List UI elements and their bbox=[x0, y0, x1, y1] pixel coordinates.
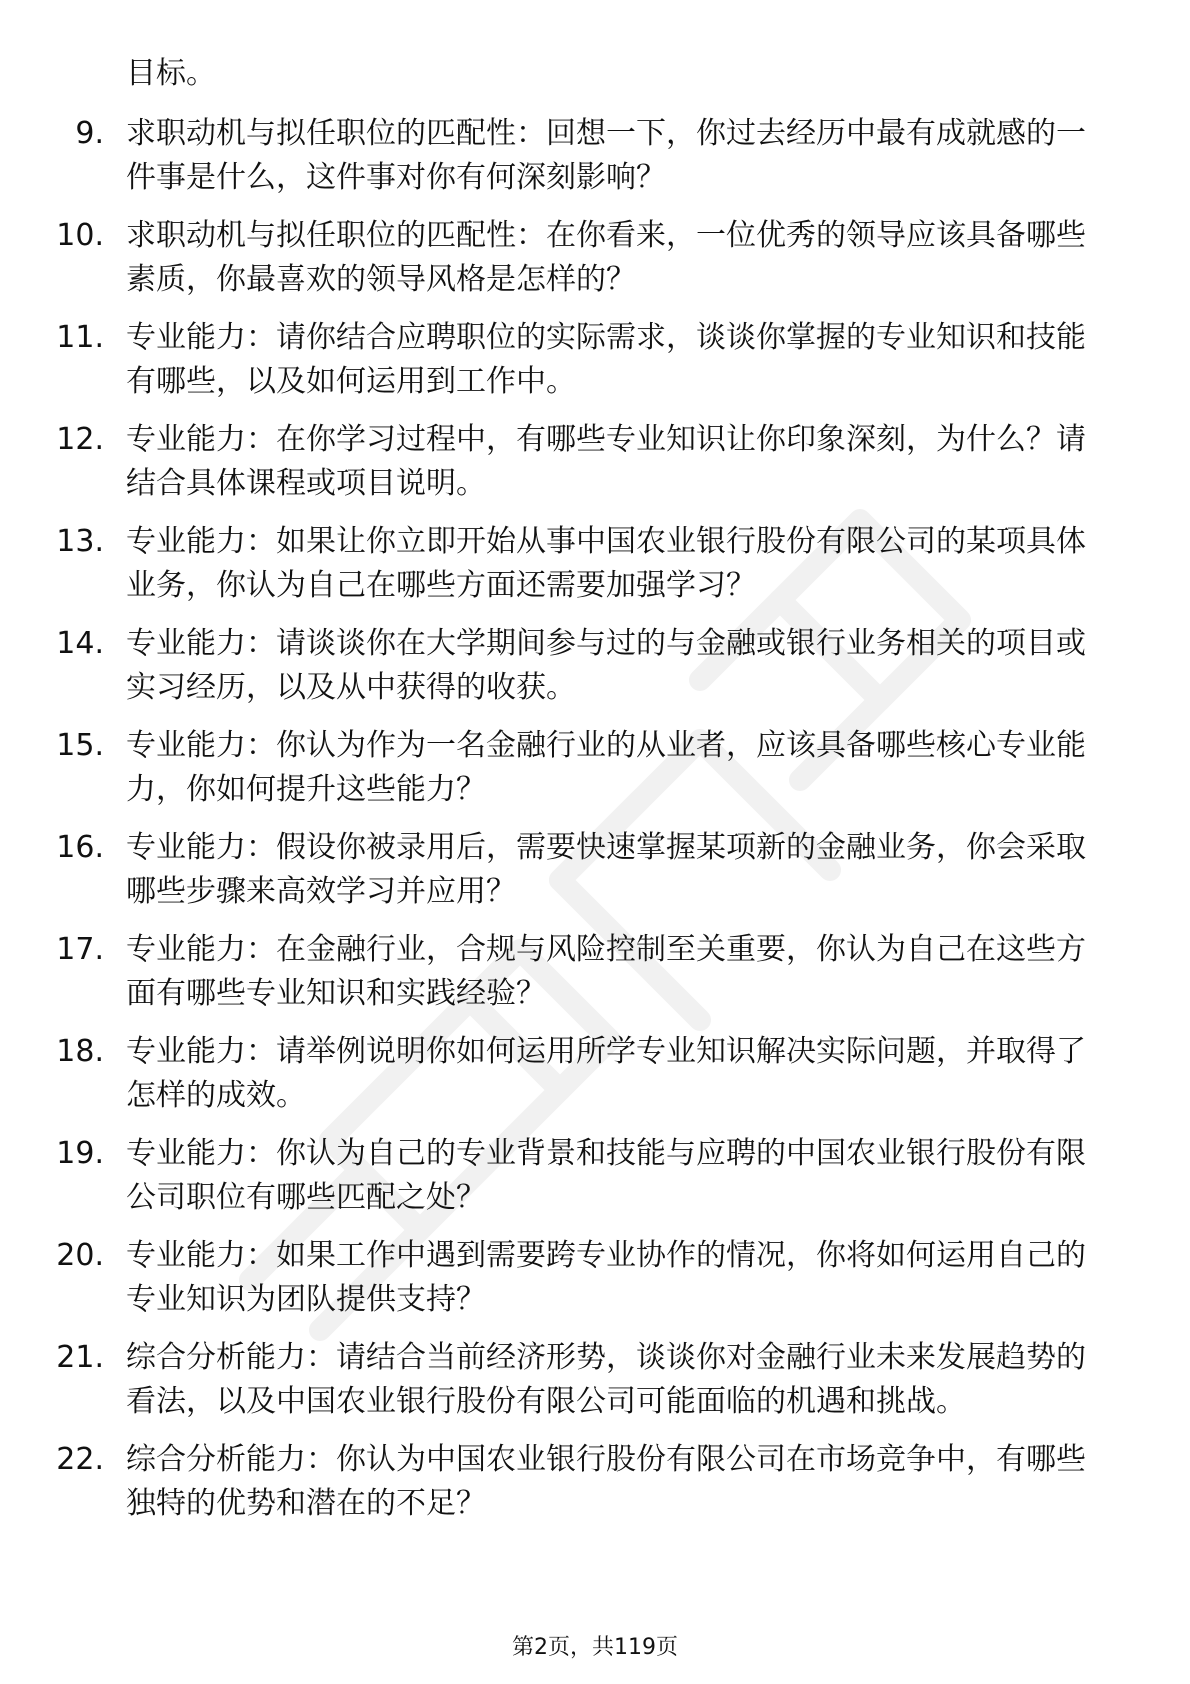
item-number: 18. bbox=[56, 1034, 104, 1069]
item-number: 15. bbox=[56, 728, 104, 763]
item-number: 19. bbox=[56, 1136, 104, 1171]
list-item bbox=[0, 418, 1190, 506]
item-text: 专业能力：在你学习过程中，有哪些专业知识让你印象深刻，为什么？请结合具体课程或项目说明。 bbox=[126, 422, 1086, 501]
item-text: 求职动机与拟任职位的匹配性：在你看来，一位优秀的领导应该具备哪些素质，你最喜欢的领导风格是怎样的？ bbox=[126, 218, 1086, 297]
item-number: 12. bbox=[56, 422, 104, 457]
item-number: 22. bbox=[56, 1442, 104, 1477]
item-number: 17. bbox=[56, 932, 104, 967]
list-item bbox=[0, 1132, 1190, 1220]
item-number: 14. bbox=[56, 626, 104, 661]
item-text: 专业能力：请谈谈你在大学期间参与过的与金融或银行业务相关的项目或实习经历，以及从中获得的收获。 bbox=[126, 626, 1086, 705]
list-item bbox=[0, 316, 1190, 404]
item-number: 13. bbox=[56, 524, 104, 559]
list-item bbox=[0, 1336, 1190, 1424]
item-text: 专业能力：在金融行业，合规与风险控制至关重要，你认为自己在这些方面有哪些专业知识和实践经验？ bbox=[126, 932, 1086, 1011]
item-text: 专业能力：假设你被录用后，需要快速掌握某项新的金融业务，你会采取哪些步骤来高效学习并应用？ bbox=[126, 830, 1086, 909]
item-text: 专业能力：如果让你立即开始从事中国农业银行股份有限公司的某项具体业务，你认为自己在哪些方面还需要加强学习？ bbox=[126, 524, 1086, 603]
list-item bbox=[0, 724, 1190, 812]
list-item bbox=[0, 928, 1190, 1016]
item-text: 综合分析能力：请结合当前经济形势，谈谈你对金融行业未来发展趋势的看法，以及中国农业银行股份有限公司可能面临的机遇和挑战。 bbox=[126, 1340, 1086, 1419]
continued-text: 目标。 bbox=[126, 56, 216, 91]
list-item bbox=[0, 1234, 1190, 1322]
item-text: 求职动机与拟任职位的匹配性：回想一下，你过去经历中最有成就感的一件事是什么，这件事对你有何深刻影响？ bbox=[126, 116, 1086, 195]
item-number: 16. bbox=[56, 830, 104, 865]
item-text: 专业能力：你认为作为一名金融行业的从业者，应该具备哪些核心专业能力，你如何提升这些能力？ bbox=[126, 728, 1086, 807]
item-number: 11. bbox=[56, 320, 104, 355]
list-item bbox=[0, 826, 1190, 914]
list-item bbox=[0, 1030, 1190, 1118]
item-text: 专业能力：如果工作中遇到需要跨专业协作的情况，你将如何运用自己的专业知识为团队提供支持？ bbox=[126, 1238, 1086, 1317]
page-footer: 第2页，共119页 bbox=[512, 1635, 678, 1660]
question-list bbox=[0, 112, 1190, 1540]
item-number: 9. bbox=[75, 116, 104, 151]
item-number: 10. bbox=[56, 218, 104, 253]
item-text: 专业能力：请你结合应聘职位的实际需求，谈谈你掌握的专业知识和技能有哪些，以及如何运用到工作中。 bbox=[126, 320, 1086, 399]
item-number: 21. bbox=[56, 1340, 104, 1375]
item-text: 综合分析能力：你认为中国农业银行股份有限公司在市场竞争中，有哪些独特的优势和潜在的不足？ bbox=[126, 1442, 1086, 1521]
item-text: 专业能力：你认为自己的专业背景和技能与应聘的中国农业银行股份有限公司职位有哪些匹配之处？ bbox=[126, 1136, 1086, 1215]
item-number: 20. bbox=[56, 1238, 104, 1273]
list-item bbox=[0, 520, 1190, 608]
list-item bbox=[0, 622, 1190, 710]
list-item bbox=[0, 214, 1190, 302]
list-item bbox=[0, 1438, 1190, 1526]
item-text: 专业能力：请举例说明你如何运用所学专业知识解决实际问题，并取得了怎样的成效。 bbox=[126, 1034, 1086, 1113]
list-item bbox=[0, 112, 1190, 200]
